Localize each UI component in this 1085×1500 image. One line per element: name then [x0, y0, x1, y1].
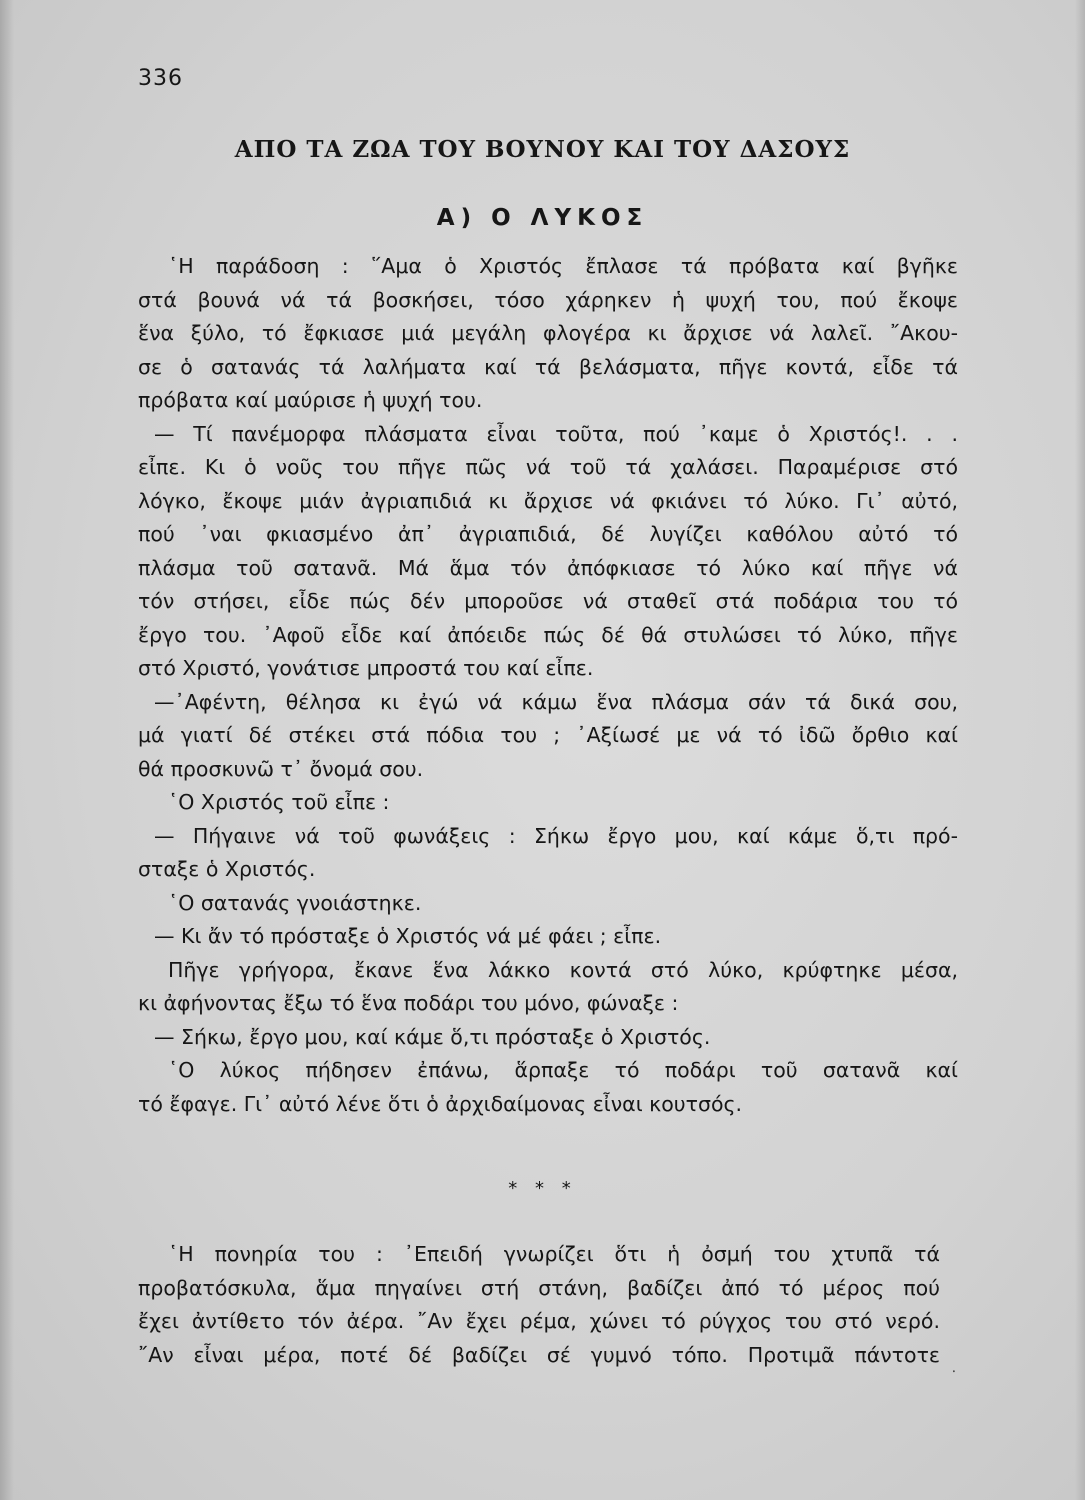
text-line: θά προσκυνῶ τ᾿ ὄνομά σου.	[138, 756, 424, 781]
text-line: ἔχει ἀντίθετο τόν ἀέρα. ῎Αν ἔχει ρέμα, χώνει τό ρύγχος του στό νερό.	[138, 1309, 940, 1333]
text-line: πού ᾿ναι φκιασμένο ἀπ᾿ ἀγριαπιδιά, δέ λυγίζει καθόλου αὐτό τό	[138, 522, 958, 546]
text-line: στά βουνά νά τά βοσκήσει, τόσο χάρηκεν ἡ ψυχή του, πού ἔκοψε	[138, 287, 958, 312]
text-line: ῾Η πονηρία του : ᾿Επειδή γνωρίζει ὅτι ἡ ὀσμή του χτυπᾶ τά	[168, 1242, 940, 1266]
text-line: μά γιατί δέ στέκει στά πόδια του ; ᾿Αξίωσέ με νά τό ἰδῶ ὄρθιο καί	[138, 723, 958, 747]
text-line: —᾿Αφέντη, θέλησα κι ἐγώ νά κάμω ἕνα πλάσμα σάν τά δικά σου,	[154, 689, 958, 714]
text-line: Πῆγε γρήγορα, ἔκανε ἕνα λάκκο κοντά στό λύκο, κρύφτηκε μέσα,	[168, 957, 958, 982]
section-2-text	[138, 1238, 940, 1372]
text-line: ῾Ο λύκος πήδησεν ἐπάνω, ἅρπαξε τό ποδάρι τοῦ σατανᾶ καί	[168, 1058, 958, 1082]
text-line: ῎Αν εἶναι μέρα, ποτέ δέ βαδίζει σέ γυμνό τόπο. Προτιμᾶ πάντοτε	[138, 1342, 940, 1367]
page-number: 336	[138, 66, 183, 91]
text-line: πλάσμα τοῦ σατανᾶ. Μά ἅμα τόν ἀπόφκιασε τό λύκο καί πῆγε νά	[138, 555, 958, 580]
text-line: ἔργο του. ᾿Αφοῦ εἶδε καί ἀπόειδε πώς δέ θά στυλώσει τό λύκο, πῆγε	[138, 622, 958, 647]
text-line: λόγκο, ἔκοψε μιάν ἀγριαπιδιά κι ἄρχισε νά φκιάνει τό λύκο. Γι᾿ αὐτό,	[138, 488, 958, 513]
print-mark-icon: ⸱	[952, 1364, 956, 1380]
text-line: πρόβατα καί μαύρισε ἡ ψυχή του.	[138, 388, 483, 412]
text-line: ῾Η παράδοση : ῞Αμα ὁ Χριστός ἔπλασε τά πρόβατα καί βγῆκε	[168, 254, 958, 278]
text-line: εἶπε. Κι ὁ νοῦς του πῆγε πῶς νά τοῦ τά χαλάσει. Παραμέρισε στό	[138, 455, 958, 479]
chapter-title: ΑΠΟ ΤΑ ΖΩΑ ΤΟΥ ΒΟΥΝΟΥ ΚΑΙ ΤΟΥ ΔΑΣΟΥΣ	[234, 136, 851, 163]
section-separator: * * *	[508, 1178, 577, 1199]
text-line: — Πήγαινε νά τοῦ φωνάξεις : Σήκω ἔργο μου, καί κάμε ὅ,τι πρό-	[154, 823, 958, 848]
text-line: τόν στήσει, εἶδε πώς δέν μποροῦσε νά σταθεῖ στά ποδάρια του τό	[138, 589, 958, 613]
text-line: — Τί πανέμορφα πλάσματα εἶναι τοῦτα, πού ᾿καμε ὁ Χριστός!. . .	[154, 421, 958, 446]
text-line: τό ἔφαγε. Γι᾿ αὐτό λένε ὅτι ὁ ἀρχιδαίμονας εἶναι κουτσός.	[138, 1091, 743, 1116]
section-1-text	[138, 250, 958, 1121]
text-line: στό Χριστό, γονάτισε μπροστά του καί εἶπε.	[138, 656, 594, 680]
text-line: ῾Ο Χριστός τοῦ εἶπε :	[168, 790, 390, 814]
section-heading: Α) Ο ΛΥΚΟΣ	[436, 205, 649, 231]
text-line: — Κι ἄν τό πρόσταξε ὁ Χριστός νά μέ φάει ; εἶπε.	[154, 924, 662, 948]
text-line: ἕνα ξύλο, τό ἔφκιασε μιά μεγάλη φλογέρα κι ἄρχισε νά λαλεῖ. ῎Ακου-	[138, 321, 958, 345]
text-line: προβατόσκυλα, ἅμα πηγαίνει στή στάνη, βαδίζει ἀπό τό μέρος πού	[138, 1275, 940, 1300]
text-line: — Σήκω, ἔργο μου, καί κάμε ὅ,τι πρόσταξε ὁ Χριστός.	[154, 1024, 711, 1049]
text-line: σε ὁ σατανάς τά λαλήματα καί τά βελάσματα, πῆγε κοντά, εἶδε τά	[138, 354, 958, 379]
text-line: σταξε ὁ Χριστός.	[138, 857, 316, 881]
text-line: ῾Ο σατανάς γνοιάστηκε.	[168, 890, 422, 915]
text-line: κι ἀφήνοντας ἔξω τό ἕνα ποδάρι του μόνο, φώναξε :	[138, 991, 679, 1015]
